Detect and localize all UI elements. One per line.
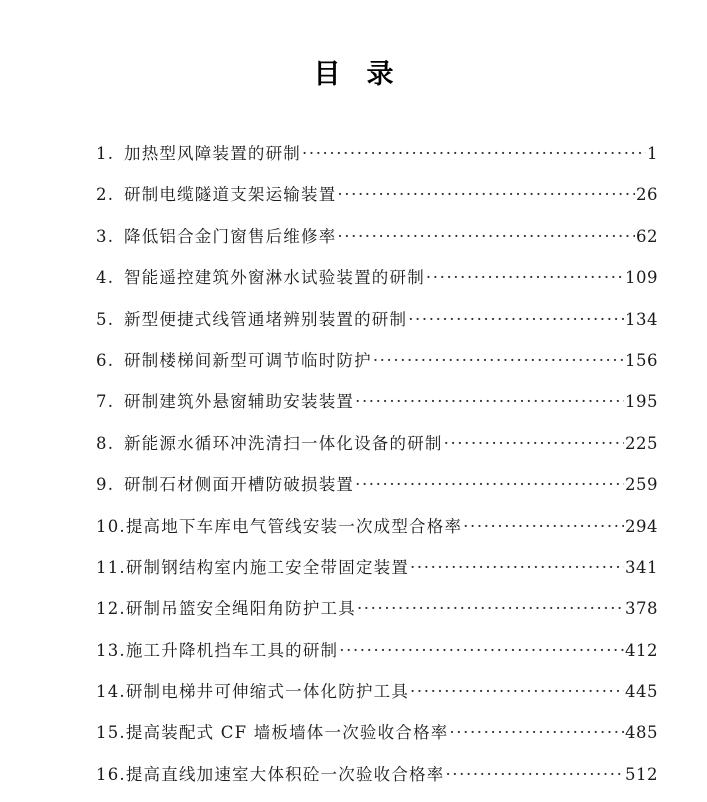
- dot-leader: [337, 227, 635, 246]
- toc-entry-number: 8.: [96, 433, 115, 453]
- toc-entry-page: 225: [625, 433, 658, 453]
- toc-entry-title: 研制钢结构室内施工安全带固定装置: [125, 557, 410, 577]
- toc-entry-number: 12.: [96, 599, 126, 619]
- dot-leader: [408, 310, 624, 329]
- toc-entry-number: 4.: [96, 268, 115, 288]
- toc-entry[interactable]: [96, 513, 658, 554]
- dot-leader: [410, 682, 624, 701]
- toc-entry-page: 62: [636, 226, 658, 246]
- toc-entry[interactable]: [96, 719, 658, 760]
- toc-entry-title: 提高装配式 CF 墙板墙体一次验收合格率: [125, 723, 449, 743]
- toc-entry-page: 294: [625, 516, 658, 536]
- dot-leader: [302, 144, 646, 163]
- dot-leader: [355, 475, 624, 494]
- toc-entry-title: 智能遥控建筑外窗淋水试验装置的研制: [124, 268, 425, 288]
- toc-entry-page: 109: [625, 268, 658, 288]
- dot-leader: [463, 517, 624, 536]
- toc-entry-number: 3.: [96, 226, 115, 246]
- toc-entry-title: 研制楼梯间新型可调节临时防护: [124, 350, 372, 370]
- dot-leader: [357, 599, 624, 618]
- dot-leader: [444, 434, 624, 453]
- toc-entry[interactable]: [96, 595, 658, 636]
- dot-leader: [426, 268, 624, 287]
- toc-entry-title: 提高地下车库电气管线安装一次成型合格率: [125, 516, 463, 536]
- dot-leader: [339, 641, 624, 660]
- dot-leader: [373, 351, 624, 370]
- toc-entry-page: 485: [625, 723, 658, 743]
- toc-entry-title: 新型便捷式线管通堵辨别装置的研制: [124, 309, 408, 329]
- toc-entry[interactable]: [96, 388, 658, 429]
- toc-entry-number: 2.: [96, 185, 115, 205]
- toc-entry-number: 13.: [96, 640, 126, 660]
- toc-entry[interactable]: [96, 637, 658, 678]
- toc-entry[interactable]: [96, 181, 658, 222]
- toc-entry-number: 5.: [96, 309, 115, 329]
- toc-entry-title: 新能源水循环冲洗清扫一体化设备的研制: [124, 433, 443, 453]
- toc-entry[interactable]: [96, 264, 658, 305]
- toc-entry-number: 16.: [96, 764, 126, 784]
- page-title: 目录: [313, 59, 420, 90]
- toc-entry-title: 研制建筑外悬窗辅助安装装置: [124, 392, 355, 412]
- dot-leader: [410, 558, 624, 577]
- toc-entry[interactable]: [96, 223, 658, 264]
- dot-leader: [445, 765, 624, 784]
- toc-entry[interactable]: [96, 471, 658, 512]
- toc-entry[interactable]: [96, 140, 658, 181]
- toc-entry-page: 378: [625, 599, 658, 619]
- toc-entry-page: 195: [625, 392, 658, 412]
- table-of-contents: [96, 140, 658, 802]
- toc-entry-page: 445: [625, 682, 658, 702]
- toc-entry-page: 156: [625, 350, 658, 370]
- toc-entry-title: 研制石材侧面开槽防破损装置: [124, 475, 355, 495]
- toc-entry-page: 512: [625, 764, 658, 784]
- toc-entry[interactable]: [96, 430, 658, 471]
- toc-entry-number: 14.: [96, 682, 126, 702]
- toc-entry[interactable]: [96, 678, 658, 719]
- toc-entry-number: 1.: [96, 144, 115, 163]
- toc-entry[interactable]: [96, 306, 658, 347]
- toc-entry[interactable]: [96, 761, 658, 802]
- toc-entry-number: 6.: [96, 350, 115, 370]
- toc-entry-page: 1: [647, 144, 658, 163]
- toc-entry-page: 259: [625, 475, 658, 495]
- toc-entry-title: 加热型风障装置的研制: [124, 144, 301, 163]
- toc-entry-page: 26: [636, 185, 658, 205]
- toc-entry-title: 提高直线加速室大体积砼一次验收合格率: [125, 764, 445, 784]
- toc-entry-number: 7.: [96, 392, 115, 412]
- toc-entry-number: 10.: [96, 516, 126, 536]
- toc-entry[interactable]: [96, 347, 658, 388]
- dot-leader: [337, 185, 635, 204]
- toc-entry-number: 15.: [96, 723, 126, 743]
- toc-entry-title: 研制电缆隧道支架运输装置: [124, 185, 337, 205]
- toc-entry-title: 降低铝合金门窗售后维修率: [124, 226, 337, 246]
- toc-entry-number: 9.: [96, 475, 115, 495]
- dot-leader: [449, 723, 624, 742]
- dot-leader: [355, 392, 624, 411]
- toc-entry-title: 研制电梯井可伸缩式一体化防护工具: [125, 682, 410, 702]
- toc-entry-title: 施工升降机挡车工具的研制: [125, 640, 339, 660]
- toc-entry-page: 412: [625, 640, 658, 660]
- toc-entry-page: 341: [625, 557, 658, 577]
- toc-entry-title: 研制吊篮安全绳阳角防护工具: [125, 599, 356, 619]
- toc-entry-number: 11.: [96, 557, 126, 577]
- toc-entry[interactable]: [96, 554, 658, 595]
- toc-entry-page: 134: [625, 309, 658, 329]
